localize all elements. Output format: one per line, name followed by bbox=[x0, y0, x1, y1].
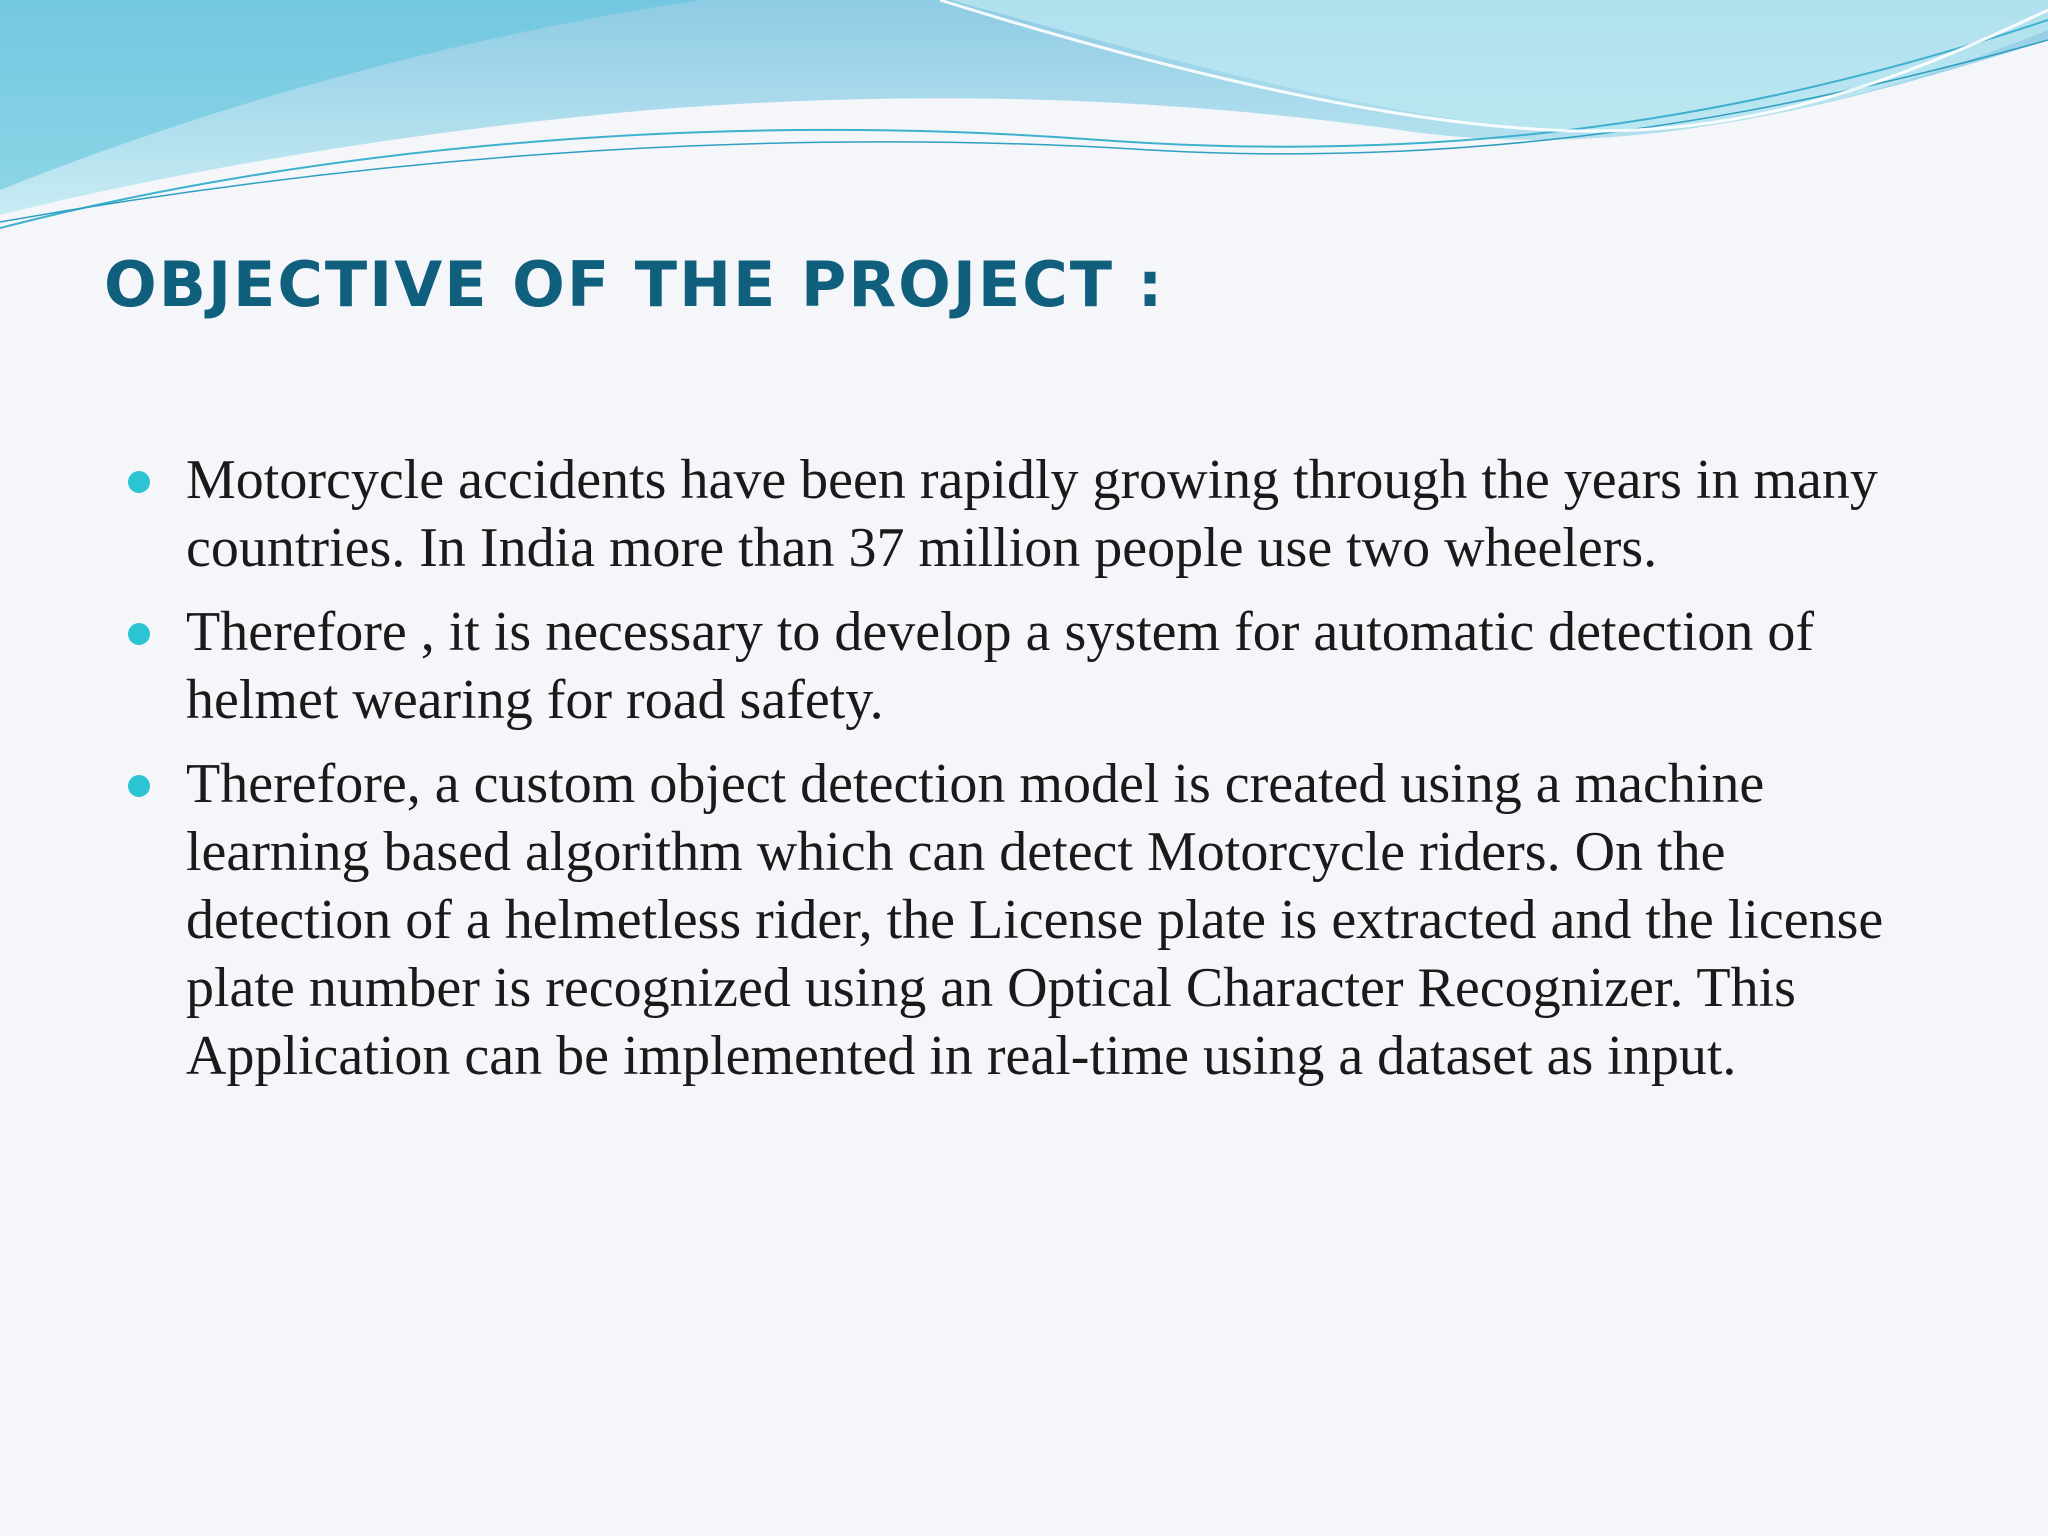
bullet-item bbox=[122, 750, 1922, 1090]
bullet-dot-icon bbox=[128, 775, 150, 797]
bullet-dot-icon bbox=[128, 471, 150, 493]
bullet-text: Therefore , it is necessary to develop a system for automatic detection of helmet wearing for road safety. bbox=[186, 601, 1815, 731]
bullet-text: Motorcycle accidents have been rapidly growing through the years in many countries. In India more than 37 million people use two wheelers. bbox=[186, 449, 1878, 579]
bullet-dot-icon bbox=[128, 623, 150, 645]
bullet-item bbox=[122, 446, 1922, 582]
bullet-list bbox=[122, 446, 1922, 1106]
slide-title: OBJECTIVE OF THE PROJECT : bbox=[104, 248, 1165, 321]
bullet-text: Therefore, a custom object detection model is created using a machine learning based algorithm which can detect Motorcycle riders. On the detection of a helmetless rider, the License plate is extracted and the license plate number is recognized using an Optical Character Recognizer. This Application can be implemented in real-time using a dataset as input. bbox=[186, 753, 1884, 1087]
bullet-item bbox=[122, 598, 1922, 734]
header-wave-decoration bbox=[0, 0, 2048, 240]
